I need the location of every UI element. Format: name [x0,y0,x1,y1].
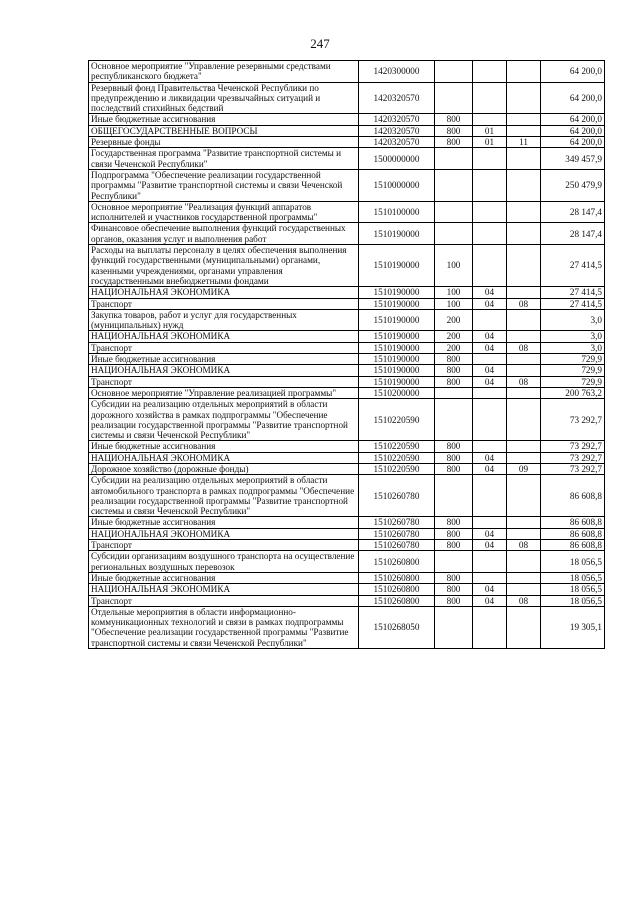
row-name-cell: Транспорт [89,298,359,309]
row-code-cell: 1510220590 [359,399,435,441]
row-amount-cell: 86 608,8 [541,540,605,551]
row-amount-cell: 27 414,5 [541,287,605,298]
row-subsection-cell [507,572,541,583]
row-section-cell [473,223,507,245]
table-row [89,540,605,551]
row-subsection-cell: 08 [507,298,541,309]
row-section-cell [473,399,507,441]
row-amount-cell: 18 056,5 [541,572,605,583]
row-code-cell: 1510260800 [359,595,435,606]
row-amount-cell: 86 608,8 [541,475,605,517]
row-expense-type-cell: 800 [435,572,473,583]
table-row [89,148,605,170]
row-amount-cell: 28 147,4 [541,201,605,223]
row-section-cell: 04 [473,595,507,606]
row-amount-cell: 73 292,7 [541,441,605,452]
row-subsection-cell [507,354,541,365]
row-code-cell: 1510260780 [359,517,435,528]
row-section-cell [473,148,507,170]
row-code-cell: 1510000000 [359,169,435,201]
table-row [89,114,605,125]
row-name-cell: НАЦИОНАЛЬНАЯ ЭКОНОМИКА [89,528,359,539]
row-code-cell: 1420320570 [359,137,435,148]
row-name-cell: Основное мероприятие "Управление резервными средствами республиканского бюджета" [89,61,359,83]
row-code-cell: 1510190000 [359,309,435,331]
row-subsection-cell [507,517,541,528]
row-code-cell: 1510190000 [359,342,435,353]
row-amount-cell: 19 305,1 [541,606,605,648]
row-code-cell: 1510260780 [359,475,435,517]
row-amount-cell: 729,9 [541,354,605,365]
row-expense-type-cell: 200 [435,342,473,353]
row-subsection-cell [507,606,541,648]
row-code-cell: 1510190000 [359,354,435,365]
row-expense-type-cell: 200 [435,309,473,331]
budget-table [88,60,605,649]
row-code-cell: 1500000000 [359,148,435,170]
row-section-cell [473,169,507,201]
row-section-cell: 04 [473,342,507,353]
row-code-cell: 1510190000 [359,376,435,387]
row-expense-type-cell: 800 [435,528,473,539]
table-row [89,572,605,583]
row-expense-type-cell: 800 [435,114,473,125]
row-expense-type-cell: 800 [435,125,473,136]
table-row [89,331,605,342]
row-amount-cell: 200 763,2 [541,387,605,398]
row-amount-cell: 86 608,8 [541,517,605,528]
table-row [89,441,605,452]
row-amount-cell: 64 200,0 [541,125,605,136]
row-amount-cell: 86 608,8 [541,528,605,539]
row-name-cell: Основное мероприятие "Управление реализацией программы" [89,387,359,398]
row-code-cell: 1510260800 [359,572,435,583]
row-section-cell: 04 [473,376,507,387]
budget-table-body [89,61,605,649]
table-row [89,452,605,463]
row-name-cell: НАЦИОНАЛЬНАЯ ЭКОНОМИКА [89,584,359,595]
row-name-cell: НАЦИОНАЛЬНАЯ ЭКОНОМИКА [89,365,359,376]
row-subsection-cell [507,528,541,539]
row-name-cell: Субсидии организациям воздушного транспорта на осуществление региональных воздушных перевозок [89,551,359,573]
row-name-cell: НАЦИОНАЛЬНАЯ ЭКОНОМИКА [89,287,359,298]
row-subsection-cell: 09 [507,463,541,474]
row-section-cell: 04 [473,584,507,595]
row-section-cell: 04 [473,463,507,474]
row-code-cell: 1510220590 [359,452,435,463]
table-row [89,201,605,223]
row-expense-type-cell: 100 [435,298,473,309]
row-section-cell [473,441,507,452]
row-code-cell: 1420300000 [359,61,435,83]
table-row [89,606,605,648]
row-name-cell: Иные бюджетные ассигнования [89,517,359,528]
row-section-cell [473,551,507,573]
row-amount-cell: 73 292,7 [541,452,605,463]
row-name-cell: Транспорт [89,376,359,387]
row-subsection-cell [507,114,541,125]
row-code-cell: 1510268050 [359,606,435,648]
table-row [89,125,605,136]
row-section-cell: 04 [473,528,507,539]
table-row [89,463,605,474]
table-row [89,528,605,539]
row-expense-type-cell: 800 [435,595,473,606]
row-amount-cell: 64 200,0 [541,82,605,114]
row-amount-cell: 18 056,5 [541,595,605,606]
row-subsection-cell [507,475,541,517]
row-subsection-cell [507,148,541,170]
row-code-cell: 1510190000 [359,287,435,298]
row-expense-type-cell: 800 [435,584,473,595]
row-section-cell [473,114,507,125]
row-amount-cell: 3,0 [541,342,605,353]
row-name-cell: НАЦИОНАЛЬНАЯ ЭКОНОМИКА [89,452,359,463]
row-section-cell: 04 [473,452,507,463]
row-expense-type-cell: 800 [435,365,473,376]
row-section-cell [473,82,507,114]
table-row [89,354,605,365]
row-subsection-cell [507,201,541,223]
row-name-cell: Резервный фонд Правительства Чеченской Республики по предупреждению и ликвидации чрезвычайных ситуаций и последствий стихийных бедствий [89,82,359,114]
row-name-cell: Транспорт [89,540,359,551]
row-name-cell: Субсидии на реализацию отдельных мероприятий в области дорожного хозяйства в рамках подпрограммы "Обеспечение реализации государственной программы "Развитие транспортной системы и связи Чеченской Республики" [89,399,359,441]
row-subsection-cell [507,287,541,298]
row-section-cell: 04 [473,540,507,551]
table-row [89,298,605,309]
row-code-cell: 1510220590 [359,463,435,474]
row-code-cell: 1510200000 [359,387,435,398]
table-row [89,287,605,298]
table-row [89,223,605,245]
row-expense-type-cell [435,387,473,398]
row-section-cell [473,475,507,517]
row-subsection-cell: 08 [507,342,541,353]
row-expense-type-cell: 200 [435,331,473,342]
row-code-cell: 1510100000 [359,201,435,223]
row-section-cell: 01 [473,137,507,148]
row-amount-cell: 27 414,5 [541,245,605,287]
row-expense-type-cell: 800 [435,517,473,528]
row-section-cell: 04 [473,331,507,342]
row-expense-type-cell: 100 [435,287,473,298]
table-row [89,517,605,528]
row-name-cell: Субсидии на реализацию отдельных мероприятий в области автомобильного транспорта в рамках подпрограммы "Обеспечение реализации государственной программы "Развитие транспортной системы и связи Чеченской Республики" [89,475,359,517]
row-subsection-cell: 08 [507,376,541,387]
row-name-cell: Иные бюджетные ассигнования [89,354,359,365]
row-code-cell: 1510190000 [359,365,435,376]
row-subsection-cell [507,61,541,83]
row-name-cell: Государственная программа "Развитие транспортной системы и связи Чеченской Республики" [89,148,359,170]
table-row [89,387,605,398]
row-name-cell: Транспорт [89,595,359,606]
row-code-cell: 1420320570 [359,114,435,125]
row-subsection-cell: 11 [507,137,541,148]
row-subsection-cell [507,169,541,201]
table-row [89,309,605,331]
row-expense-type-cell [435,223,473,245]
row-amount-cell: 18 056,5 [541,551,605,573]
row-section-cell [473,245,507,287]
row-amount-cell: 64 200,0 [541,114,605,125]
row-subsection-cell [507,245,541,287]
row-section-cell [473,354,507,365]
row-amount-cell: 64 200,0 [541,137,605,148]
row-name-cell: Финансовое обеспечение выполнения функций государственных органов, оказания услуг и выполнения работ [89,223,359,245]
row-code-cell: 1420320570 [359,125,435,136]
row-subsection-cell [507,223,541,245]
row-expense-type-cell [435,551,473,573]
row-expense-type-cell [435,399,473,441]
row-name-cell: Закупка товаров, работ и услуг для государственных (муниципальных) нужд [89,309,359,331]
row-amount-cell: 729,9 [541,365,605,376]
row-code-cell: 1510260780 [359,528,435,539]
row-section-cell [473,61,507,83]
row-expense-type-cell [435,82,473,114]
row-name-cell: Иные бюджетные ассигнования [89,441,359,452]
table-row [89,551,605,573]
row-amount-cell: 27 414,5 [541,298,605,309]
table-row [89,399,605,441]
row-expense-type-cell [435,201,473,223]
row-expense-type-cell: 800 [435,463,473,474]
row-amount-cell: 28 147,4 [541,223,605,245]
row-subsection-cell: 08 [507,540,541,551]
row-code-cell: 1420320570 [359,82,435,114]
row-name-cell: Основное мероприятие "Реализация функций аппаратов исполнителей и участников государственной программы" [89,201,359,223]
row-name-cell: ОБЩЕГОСУДАРСТВЕННЫЕ ВОПРОСЫ [89,125,359,136]
row-subsection-cell [507,584,541,595]
row-subsection-cell [507,452,541,463]
row-expense-type-cell [435,169,473,201]
row-name-cell: Отдельные мероприятия в области информационно-коммуникационных технологий и связи в рамках подпрограммы "Обеспечение реализации государственной программы "Развитие транспортной системы и связи Чеченской Республики" [89,606,359,648]
row-section-cell [473,606,507,648]
table-row [89,342,605,353]
row-expense-type-cell: 800 [435,441,473,452]
row-amount-cell: 73 292,7 [541,463,605,474]
row-amount-cell: 64 200,0 [541,61,605,83]
row-expense-type-cell [435,148,473,170]
row-subsection-cell [507,441,541,452]
row-expense-type-cell [435,61,473,83]
row-name-cell: Резервные фонды [89,137,359,148]
row-expense-type-cell: 800 [435,452,473,463]
row-amount-cell: 250 479,9 [541,169,605,201]
row-subsection-cell [507,365,541,376]
row-name-cell: Подпрограмма "Обеспечение реализации государственной программы "Развитие транспортной системы и связи Чеченской Республики" [89,169,359,201]
row-amount-cell: 3,0 [541,331,605,342]
row-subsection-cell [507,309,541,331]
row-subsection-cell: 08 [507,595,541,606]
row-section-cell [473,517,507,528]
row-name-cell: Иные бюджетные ассигнования [89,572,359,583]
row-subsection-cell [507,399,541,441]
row-code-cell: 1510260780 [359,540,435,551]
table-row [89,584,605,595]
row-section-cell: 04 [473,298,507,309]
row-expense-type-cell: 800 [435,540,473,551]
row-amount-cell: 73 292,7 [541,399,605,441]
row-code-cell: 1510220590 [359,441,435,452]
row-amount-cell: 3,0 [541,309,605,331]
table-row [89,169,605,201]
row-name-cell: Транспорт [89,342,359,353]
row-amount-cell: 18 056,5 [541,584,605,595]
page-number: 247 [310,36,330,51]
row-code-cell: 1510190000 [359,223,435,245]
row-subsection-cell [507,551,541,573]
row-section-cell [473,201,507,223]
row-section-cell [473,387,507,398]
row-subsection-cell [507,387,541,398]
row-section-cell: 04 [473,365,507,376]
row-name-cell: Иные бюджетные ассигнования [89,114,359,125]
row-section-cell: 01 [473,125,507,136]
row-expense-type-cell: 800 [435,354,473,365]
row-subsection-cell [507,125,541,136]
row-name-cell: НАЦИОНАЛЬНАЯ ЭКОНОМИКА [89,331,359,342]
table-row [89,82,605,114]
row-subsection-cell [507,331,541,342]
table-row [89,475,605,517]
row-code-cell: 1510260800 [359,584,435,595]
table-row [89,137,605,148]
table-row [89,61,605,83]
row-expense-type-cell: 800 [435,376,473,387]
row-expense-type-cell: 800 [435,137,473,148]
row-section-cell [473,572,507,583]
row-section-cell: 04 [473,287,507,298]
table-row [89,595,605,606]
row-expense-type-cell [435,475,473,517]
table-row [89,376,605,387]
row-subsection-cell [507,82,541,114]
table-row [89,245,605,287]
row-name-cell: Расходы на выплаты персоналу в целях обеспечения выполнения функций государственными (муниципальными) органами, казенными учреждениями, органами управления государственными внебюджетными фондами [89,245,359,287]
row-amount-cell: 349 457,9 [541,148,605,170]
row-section-cell [473,309,507,331]
table-row [89,365,605,376]
row-expense-type-cell [435,606,473,648]
row-code-cell: 1510190000 [359,331,435,342]
row-code-cell: 1510190000 [359,298,435,309]
row-amount-cell: 729,9 [541,376,605,387]
row-code-cell: 1510190000 [359,245,435,287]
row-code-cell: 1510260800 [359,551,435,573]
row-expense-type-cell: 100 [435,245,473,287]
row-name-cell: Дорожное хозяйство (дорожные фонды) [89,463,359,474]
